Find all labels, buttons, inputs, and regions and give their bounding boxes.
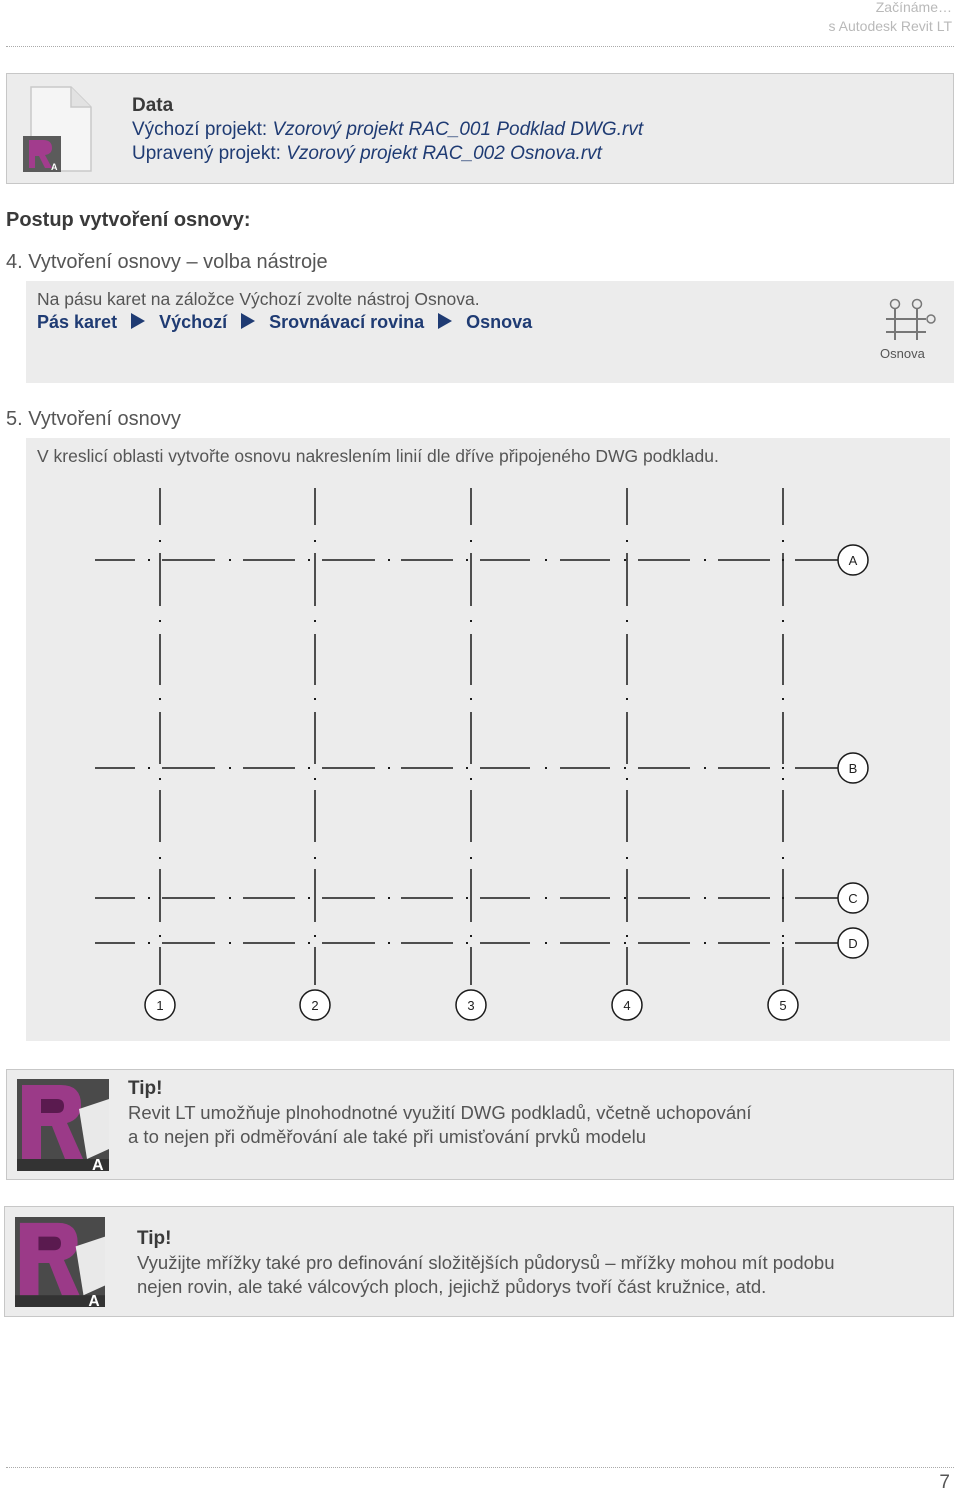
grid-column-label: 3 [467, 998, 475, 1013]
path-ribbon: Pás karet [37, 312, 118, 332]
tip2-box [4, 1206, 954, 1317]
file-icon-letter: A [51, 162, 58, 172]
grid-column-label: 2 [311, 998, 319, 1013]
tip1-line2: a to nejen při odměřování ale také při umisťování prvků modelu [128, 1126, 647, 1147]
tip2-icon-letter: A [88, 1293, 100, 1307]
grid-column-line [626, 488, 628, 985]
path-grid-tool: Osnova [466, 312, 533, 332]
tip2-line1: Využijte mřížky také pro definování složitějších půdorysů – mřížky mohou mít podobu [137, 1252, 835, 1273]
procedure-title: Postup vytvoření osnovy: [6, 209, 251, 231]
grid-column-label: 5 [779, 998, 787, 1013]
path-home-tab: Výchozí [159, 312, 228, 332]
grid-column-label: 4 [623, 998, 631, 1013]
grid-row-label: C [848, 891, 858, 906]
grid-row-line [95, 767, 838, 769]
default-project-label: Výchozí projekt: [132, 119, 273, 140]
path-datum-panel: Srovnávací rovina [269, 312, 425, 332]
tip2-title: Tip! [137, 1228, 172, 1249]
grid-column-line [470, 488, 472, 985]
revit-logo-icon [17, 1079, 109, 1171]
step5-title: 5. Vytvoření osnovy [6, 408, 181, 430]
grid-column-line [314, 488, 316, 985]
grid-row-line [95, 559, 838, 561]
data-title: Data [132, 95, 174, 116]
step4-title: 4. Vytvoření osnovy – volba nástroje [6, 251, 328, 273]
page-number: 7 [939, 1472, 950, 1493]
header-product: s Autodesk Revit LT [828, 18, 952, 34]
grid-row-line [95, 942, 838, 944]
revit-logo-icon [15, 1217, 105, 1307]
tip1-icon-letter: A [92, 1157, 104, 1171]
grid-tool-label: Osnova [880, 346, 925, 361]
grid-column-line [782, 488, 784, 985]
step5-text: V kreslicí oblasti vytvořte osnovu nakreslením linií dle dříve připojeného DWG podkladu. [37, 446, 719, 466]
tip1-title: Tip! [128, 1078, 163, 1099]
grid-row-label: B [848, 761, 858, 776]
header-chapter: Začínáme… [875, 0, 952, 15]
footer-divider [6, 1467, 954, 1468]
modified-project-label: Upravený projekt: [132, 143, 287, 164]
grid-row-line [95, 897, 838, 899]
tip2-line2: nejen rovin, ale také válcových ploch, jejichž půdorys tvoří část kružnice, atd. [137, 1276, 767, 1297]
grid-column-label: 1 [156, 998, 164, 1013]
default-project-value: Vzorový projekt RAC_001 Podklad DWG.rvt [272, 119, 644, 140]
tip1-line1: Revit LT umožňuje plnohodnotné využití DWG podkladů, včetně uchopování [128, 1102, 752, 1123]
step4-text: Na pásu karet na záložce Výchozí zvolte nástroj Osnova. [37, 289, 480, 309]
tip1-box [6, 1069, 954, 1180]
modified-project-value: Vzorový projekt RAC_002 Osnova.rvt [286, 143, 602, 164]
grid-row-label: D [848, 936, 858, 951]
grid-column-line [159, 488, 161, 985]
grid-row-label: A [848, 553, 858, 568]
